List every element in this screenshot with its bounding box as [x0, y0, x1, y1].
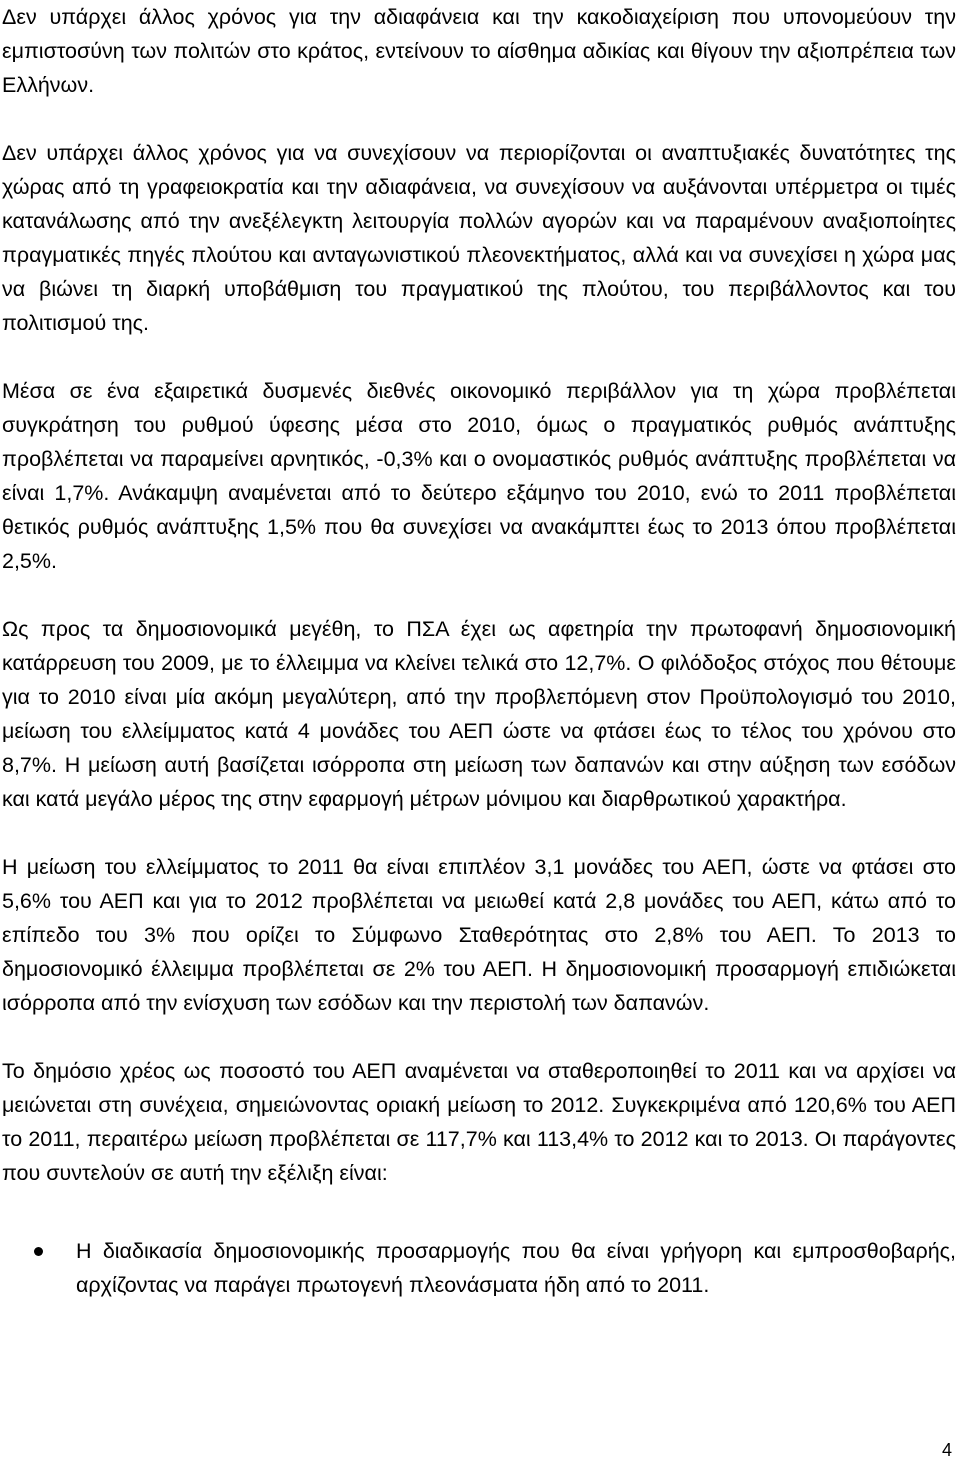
list-item-text: Η διαδικασία δημοσιονομικής προσαρμογής που θα είναι γρήγορη και εμπροσθοβαρής, αρχίζοντας να παράγει πρωτογενή πλεονάσματα ήδη από το 2011. — [76, 1239, 956, 1297]
paragraph-transparency: Δεν υπάρχει άλλος χρόνος για την αδιαφάνεια και την κακοδιαχείριση που υπονομεύουν την εμπιστοσύνη των πολιτών στο κράτος, εντείνουν το αίσθημα αδικίας και θίγουν την αξιοπρέπεια των Ελλήνων. — [2, 5, 956, 97]
bullet-icon — [34, 1247, 43, 1256]
paragraph-development: Δεν υπάρχει άλλος χρόνος για να συνεχίσουν να περιορίζονται οι αναπτυξιακές δυνατότητες της χώρας από τη γραφειοκρατία και την αδιαφάνεια, να συνεχίσουν να αυξάνονται υπέρμετρα οι τιμές κατανάλωσης από την ανεξέλεγκτη λειτουργία πολλών αγορών και να παραμένουν αναξιοποίητες πραγματικές πηγές πλούτου και ανταγωνιστικού πλεονεκτήματος, αλλά και να συνεχίσει η χώρα μας να βιώνει τη διαρκή υποβάθμιση του πραγματικού της πλούτου, του περιβάλλοντος και του πολιτισμού της. — [2, 141, 956, 335]
factors-list — [2, 1234, 956, 1302]
paragraph-deficit-reduction: Η μείωση του ελλείμματος το 2011 θα είναι επιπλέον 3,1 μονάδες του ΑΕΠ, ώστε να φτάσει στο 5,6% του ΑΕΠ και για το 2012 προβλέπεται να μειωθεί κατά 2,8 μονάδες του ΑΕΠ, κάτω από το επίπεδο του 3% που ορίζει το Σύμφωνο Σταθερότητας στο 2,8% του ΑΕΠ. Το 2013 το δημοσιονομικό έλλειμμα προβλέπεται σε 2% του ΑΕΠ. Η δημοσιονομική προσαρμογή επιδιώκεται ισόρροπα από την ενίσχυση των εσόδων και την περιστολή των δαπανών. — [2, 855, 956, 1015]
paragraph-public-debt: Το δημόσιο χρέος ως ποσοστό του ΑΕΠ αναμένεται να σταθεροποιηθεί το 2011 και να αρχίσει να μειώνεται στη συνέχεια, σημειώνοντας οριακή μείωση το 2012. Συγκεκριμένα από 120,6% του ΑΕΠ το 2011, περαιτέρω μείωση προβλέπεται σε 117,7% και 113,4% το 2012 και το 2013. Οι παράγοντες που συντελούν σε αυτή την εξέλιξη είναι: — [2, 1059, 956, 1185]
page-number: 4 — [941, 1440, 952, 1460]
paragraph-fiscal-figures: Ως προς τα δημοσιονομικά μεγέθη, το ΠΣΑ έχει ως αφετηρία την πρωτοφανή δημοσιονομική κατάρρευση του 2009, με το έλλειμμα να κλείνει τελικά στο 12,7%. Ο φιλόδοξος στόχος που θέτουμε για το 2010 είναι μία ακόμη μεγαλύτερη, από την προβλεπόμενη στον Προϋπολογισμό του 2010, μείωση του ελλείμματος κατά 4 μονάδες του ΑΕΠ ώστε να φτάσει έως το τέλος του χρόνου στο 8,7%. Η μείωση αυτή βασίζεται ισόρροπα στη μείωση των δαπανών και στην αύξηση των εσόδων και κατά μεγάλο μέρος της στην εφαρμογή μέτρων μόνιμου και διαρθρωτικού χαρακτήρα. — [2, 617, 956, 811]
paragraph-growth-forecast: Μέσα σε ένα εξαιρετικά δυσμενές διεθνές οικονομικό περιβάλλον για τη χώρα προβλέπεται συγκράτηση του ρυθμού ύφεσης μέσα στο 2010, όμως ο πραγματικός ρυθμός ανάπτυξης προβλέπεται να παραμείνει αρνητικός, -0,3% και ο ονομαστικός ρυθμός ανάπτυξης προβλέπεται να είναι 1,7%. Ανάκαμψη αναμένεται από το δεύτερο εξάμηνο του 2010, ενώ το 2011 προβλέπεται θετικός ρυθμός ανάπτυξης 1,5% που θα συνεχίσει να ανακάμπτει έως το 2013 όπου προβλέπεται 2,5%. — [2, 379, 956, 573]
list-item — [76, 1234, 956, 1302]
document-body — [2, 0, 956, 1302]
